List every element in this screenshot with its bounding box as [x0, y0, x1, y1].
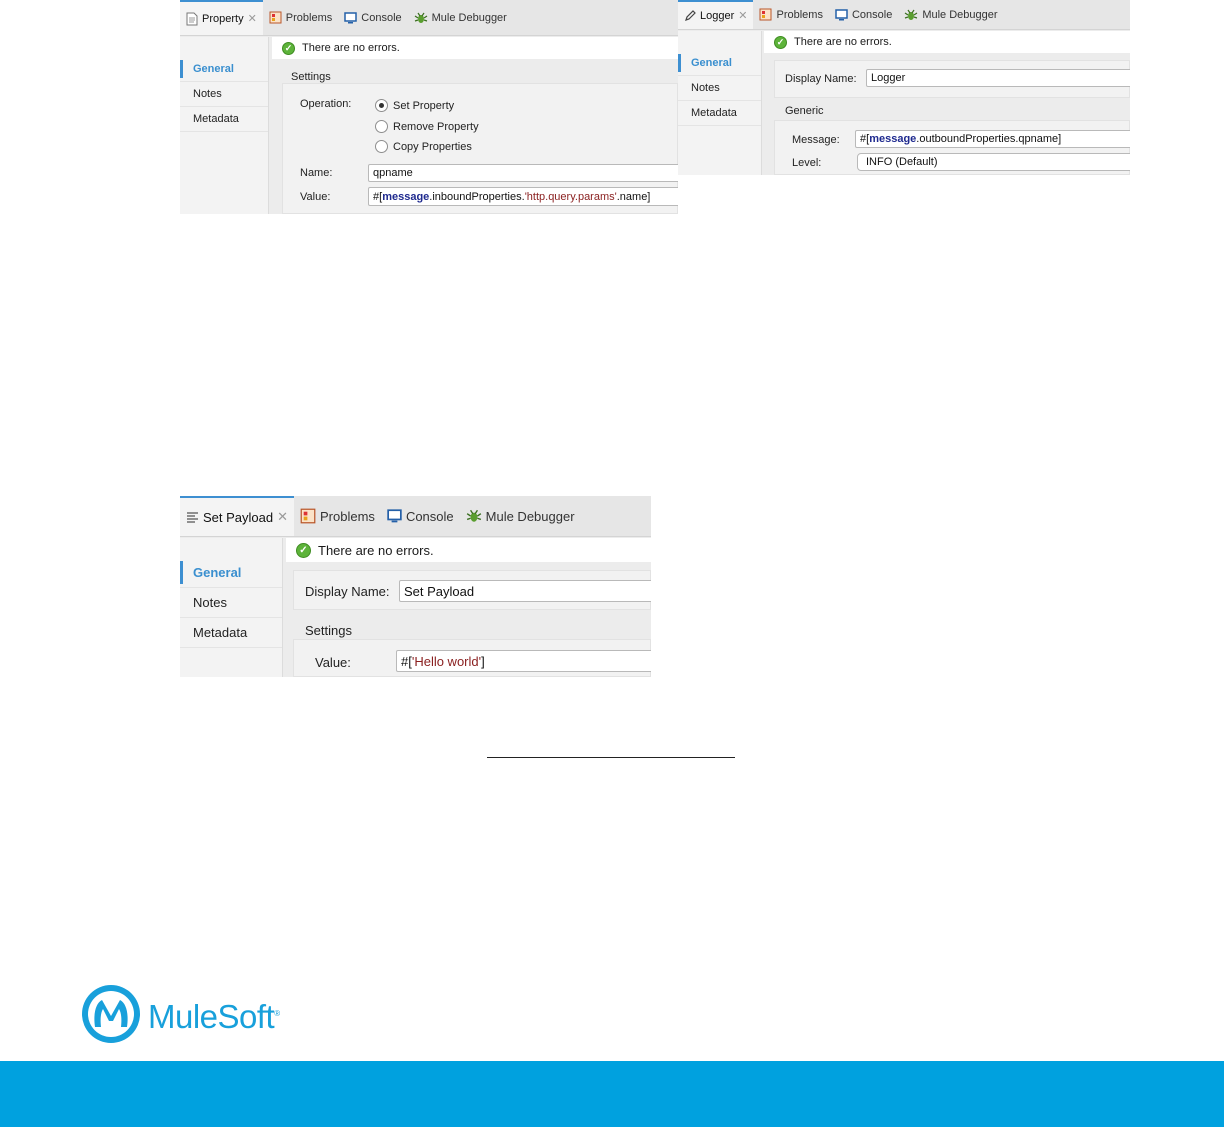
mulesoft-m-icon [80, 983, 142, 1050]
tab-bar [180, 496, 651, 537]
text-lines-icon [186, 511, 199, 523]
settings-heading: Settings [291, 71, 331, 83]
radio-button[interactable] [375, 99, 388, 112]
name-value: qpname [373, 167, 413, 179]
radio-remove-property[interactable] [375, 120, 479, 133]
expr-string: 'http.query.params' [524, 190, 617, 203]
display-name-input[interactable] [866, 69, 1130, 87]
radio-button[interactable] [375, 140, 388, 153]
sidebar-item-general[interactable] [180, 57, 268, 82]
name-label: Name: [300, 167, 333, 179]
expr-part: #[ [373, 190, 383, 203]
status-message [286, 538, 651, 562]
tab-console[interactable] [381, 496, 460, 536]
sidebar-item-label: Notes [691, 82, 720, 94]
sidebar [180, 538, 283, 677]
tab-label: Problems [285, 11, 333, 24]
tab-console[interactable] [829, 0, 898, 29]
sidebar-item-label: Metadata [193, 113, 239, 125]
radio-label: Remove Property [393, 120, 479, 133]
display-name-input[interactable] [399, 580, 651, 602]
level-label: Level: [792, 157, 822, 169]
status-message [272, 37, 678, 59]
console-icon [344, 12, 357, 24]
tab-label: Mule Debugger [485, 508, 575, 524]
tab-label: Mule Debugger [922, 8, 998, 21]
logger-editor-panel [678, 0, 1130, 175]
sidebar-item-label: Notes [193, 595, 227, 610]
check-icon: ✓ [774, 36, 787, 49]
trademark-symbol: ® [274, 1008, 280, 1018]
display-name-value: Logger [871, 72, 906, 84]
tab-console[interactable] [338, 0, 407, 35]
sidebar-item-metadata[interactable] [678, 101, 761, 126]
name-input[interactable] [368, 164, 678, 182]
tab-logger[interactable] [678, 0, 753, 29]
operation-label: Operation: [300, 98, 352, 110]
console-icon [835, 9, 848, 21]
tab-label: Logger [700, 9, 735, 22]
check-icon: ✓ [296, 543, 311, 558]
tab-label: Problems [776, 8, 823, 21]
debugger-bug-icon [414, 11, 428, 25]
sidebar-item-label: Metadata [193, 625, 248, 640]
sidebar-item-label: Notes [193, 88, 222, 100]
sidebar-item-label: Metadata [691, 107, 737, 119]
sidebar-item-label: General [193, 565, 242, 580]
console-icon [387, 509, 402, 523]
problems-icon [269, 11, 282, 24]
tab-problems[interactable] [263, 0, 338, 35]
tab-label: Console [405, 508, 454, 524]
value-label: Value: [300, 191, 331, 203]
expr-part: ] [481, 653, 485, 669]
radio-copy-properties[interactable] [375, 140, 472, 153]
properties-content [286, 538, 651, 677]
tab-set-payload[interactable] [180, 496, 294, 536]
property-editor-panel [180, 0, 678, 214]
expr-part: .outboundProperties.qpname] [916, 133, 1062, 145]
expr-part: #[ [401, 653, 412, 669]
level-dropdown[interactable] [857, 153, 1130, 171]
sidebar [678, 31, 762, 175]
sidebar-item-label: General [691, 57, 732, 69]
tab-problems[interactable] [753, 0, 828, 29]
debugger-bug-icon [466, 508, 482, 524]
generic-heading: Generic [785, 105, 824, 117]
sidebar-item-general[interactable] [678, 51, 761, 76]
pencil-icon [684, 10, 696, 22]
tab-bar [180, 0, 678, 36]
sidebar-item-label: General [193, 63, 234, 75]
properties-content [272, 37, 678, 214]
tab-label: Console [361, 11, 402, 24]
set-payload-editor-panel [180, 496, 651, 677]
message-expression-input[interactable] [855, 130, 1130, 148]
sidebar-item-notes[interactable] [678, 76, 761, 101]
tab-property[interactable] [180, 0, 263, 35]
sidebar-item-notes[interactable] [180, 82, 268, 107]
footer-bar [0, 1061, 1224, 1127]
value-label: Value: [315, 655, 351, 670]
tab-mule-debugger[interactable] [408, 0, 513, 35]
brand-name [148, 998, 280, 1036]
expr-part: .name] [616, 190, 651, 203]
expr-string: 'Hello world' [411, 653, 482, 669]
tab-label: Set Payload [203, 509, 274, 525]
debugger-bug-icon [904, 8, 918, 22]
sidebar-item-metadata[interactable] [180, 618, 282, 648]
expr-keyword: message [382, 190, 430, 203]
value-expression-input[interactable] [368, 187, 678, 206]
properties-content [764, 31, 1130, 175]
close-icon[interactable]: ✕ [247, 13, 257, 25]
tab-bar [678, 0, 1130, 30]
mulesoft-logo [80, 983, 280, 1050]
sidebar [180, 37, 269, 214]
radio-label: Copy Properties [393, 140, 472, 153]
expr-part: .inboundProperties. [429, 190, 525, 203]
level-value: INFO (Default) [866, 156, 938, 168]
tab-label: Console [851, 8, 893, 21]
radio-button[interactable] [375, 120, 388, 133]
tab-label: Property [202, 12, 244, 25]
check-icon: ✓ [282, 42, 295, 55]
display-name-value: Set Payload [404, 583, 475, 599]
problems-icon [300, 508, 316, 524]
sidebar-item-general[interactable] [180, 558, 282, 588]
tab-mule-debugger[interactable] [898, 0, 1003, 29]
sidebar-item-metadata[interactable] [180, 107, 268, 132]
radio-label: Set Property [393, 99, 455, 112]
message-label: Message: [792, 134, 840, 146]
expr-part: #[ [860, 133, 870, 145]
document-icon [186, 12, 198, 26]
close-icon[interactable]: ✕ [277, 509, 289, 524]
close-icon[interactable]: ✕ [738, 10, 748, 22]
status-text: There are no errors. [794, 36, 892, 48]
problems-icon [759, 8, 772, 21]
value-expression-input[interactable] [396, 650, 651, 672]
radio-set-property[interactable] [375, 99, 454, 112]
tab-mule-debugger[interactable] [460, 496, 581, 536]
expr-keyword: message [869, 133, 917, 145]
tab-problems[interactable] [294, 496, 381, 536]
status-text: There are no errors. [302, 42, 400, 54]
tab-label: Mule Debugger [431, 11, 507, 24]
settings-heading: Settings [305, 623, 352, 638]
display-name-label: Display Name: [785, 73, 857, 85]
status-message [764, 31, 1130, 53]
tab-label: Problems [320, 508, 375, 524]
brand-name-text: MuleSoft [148, 997, 275, 1035]
sidebar-item-notes[interactable] [180, 588, 282, 618]
status-text: There are no errors. [318, 542, 434, 558]
divider-line [487, 757, 735, 758]
display-name-label: Display Name: [305, 584, 390, 599]
